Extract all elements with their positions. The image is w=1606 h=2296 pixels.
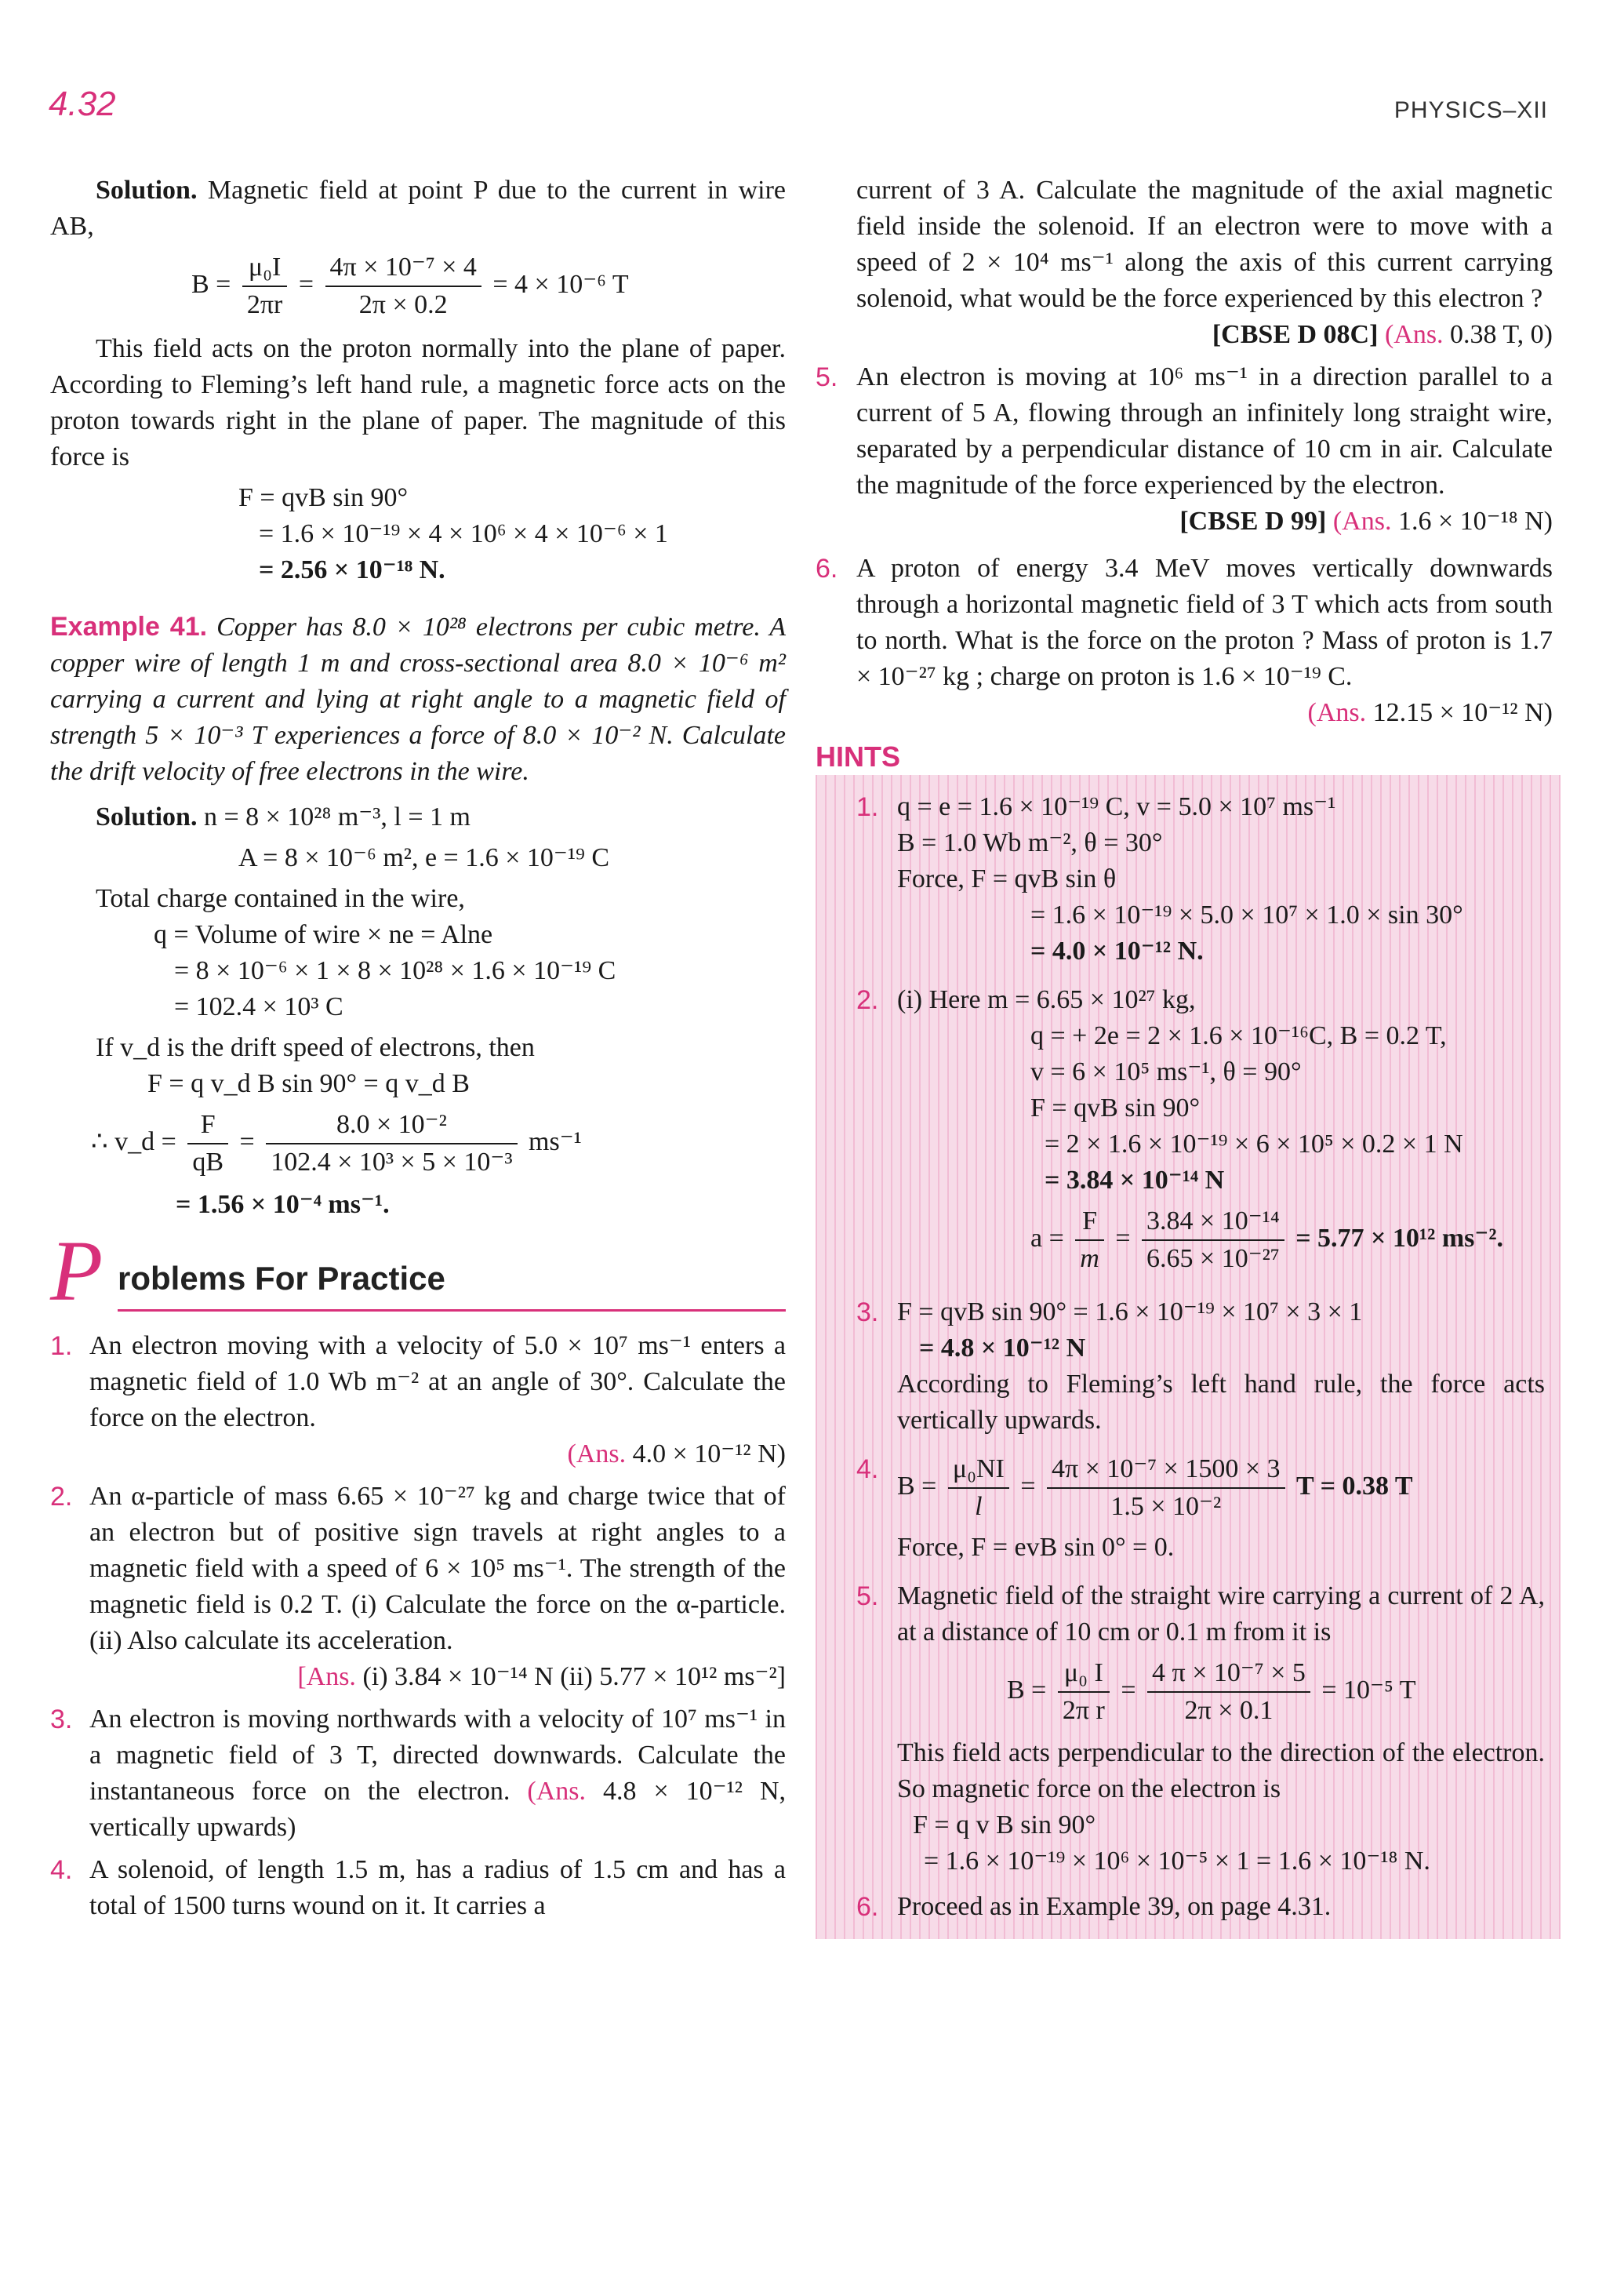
equation-line: F = q v_d B sin 90° = q v_d B — [147, 1069, 470, 1098]
fraction-den: l — [975, 1492, 983, 1521]
hint-number: 2. — [856, 985, 879, 1015]
fraction-den: qB — [192, 1148, 223, 1177]
eq-rhs: = 4 × 10⁻⁶ T — [492, 269, 629, 299]
equation-line: = 3.84 × 10⁻¹⁴ N — [1045, 1166, 1225, 1195]
problem-body: An electron is moving northwards with a velocity of 10⁷ ms⁻¹ in a magnetic field of 3 T, directed downwards. Calculate the instantaneous force on the electron. — [89, 1705, 786, 1806]
equation-line: v = 6 × 10⁵ ms⁻¹, θ = 90° — [1030, 1057, 1302, 1086]
equation-line: = 4.0 × 10⁻¹² N. — [1030, 937, 1204, 966]
problem-1 — [50, 1328, 786, 1472]
equation-line: = 2 × 1.6 × 10⁻¹⁹ × 6 × 10⁵ × 0.2 × 1 N — [1045, 1130, 1463, 1159]
answer-text: 4.8 × 10⁻¹² N, vertically upwards) — [89, 1777, 787, 1842]
source-ref: [CBSE D 08C] — [1212, 320, 1379, 349]
hint-text: Proceed as in Example 39, on page 4.31. — [897, 1892, 1332, 1921]
fraction — [1147, 1655, 1310, 1729]
equation-line: F = qvB sin 90° — [1030, 1093, 1201, 1123]
equation-line: = 1.6 × 10⁻¹⁹ × 4 × 10⁶ × 4 × 10⁻⁶ × 1 — [259, 519, 668, 548]
fraction-den: 2π r — [1062, 1696, 1105, 1725]
solution-2-line: n = 8 × 10²⁸ m⁻³, l = 1 m — [203, 802, 471, 831]
fraction — [266, 1107, 517, 1181]
fraction — [325, 249, 481, 323]
source-ref: [CBSE D 99] — [1179, 507, 1327, 536]
fraction-den: 102.4 × 10³ × 5 × 10⁻³ — [271, 1148, 513, 1177]
problem-number: 6. — [816, 554, 838, 584]
fraction-den: 2π × 0.2 — [358, 290, 448, 319]
charge-equation — [50, 917, 786, 1025]
problem-number: 5. — [816, 362, 838, 392]
fraction-den: 1.5 × 10⁻² — [1110, 1492, 1222, 1521]
equation-line: (i) Here m = 6.65 × 10²⁷ kg, — [897, 985, 1196, 1014]
problem-number: 4. — [50, 1855, 73, 1885]
page-number: 4.32 — [49, 85, 116, 123]
equation-line: Force, F = evB sin 0° = 0. — [897, 1533, 1175, 1562]
solenoid-field-equation: B = $\frac{\text{μ₀NI}}{l}$ = $\frac{\text{4π × 10⁻⁷ × 1500 × 3}}{\text{1.5 × 10⁻²}}$ T = 0.38 T — [897, 1451, 1545, 1525]
equation-line: B = 1.0 Wb m⁻², θ = 30° — [897, 828, 1163, 857]
answer-label: (Ans. — [1332, 507, 1392, 536]
eq-rhs: = 5.77 × 10¹² ms⁻². — [1295, 1223, 1504, 1253]
fraction — [242, 249, 288, 323]
eq-lhs: B = — [1007, 1675, 1047, 1705]
equation-line: = 1.56 × 10⁻⁴ ms⁻¹. — [176, 1190, 390, 1219]
hint-number: 6. — [856, 1892, 879, 1922]
answer-text: 0.38 T, 0) — [1450, 320, 1553, 349]
right-column — [816, 173, 1553, 1939]
solution-1-text: Magnetic field at point P due to the current in wire AB, — [50, 176, 786, 241]
problem-text: A proton of energy 3.4 MeV moves vertically downwards through a horizontal magnetic field of 3 T which acts from south to north. What is the force on the proton ? Mass of proton is 1.7 × 10⁻²⁷ kg ; charge on proton is 1.6 × 10⁻¹⁹ C. — [856, 554, 1553, 691]
problem-text: A solenoid, of length 1.5 m, has a radius of 1.5 cm and has a total of 1500 turns wound on it. It carries a — [89, 1855, 786, 1920]
problem-text: An electron is moving at 10⁶ ms⁻¹ in a direction parallel to a current of 5 A, flowing through an infinitely long straight wire, separated by a perpendicular distance of 10 cm in air. Calculate the magnitude of the force experienced by the electron. — [856, 362, 1553, 500]
hint-4 — [816, 1451, 1545, 1566]
fraction-num: 4 π × 10⁻⁷ × 5 — [1147, 1655, 1310, 1693]
equation-line: = 1.6 × 10⁻¹⁹ × 5.0 × 10⁷ × 1.0 × sin 30° — [1030, 901, 1463, 930]
eq-lhs: B = — [191, 269, 231, 299]
fraction-den: 2π × 0.1 — [1184, 1696, 1274, 1725]
problem-number: 3. — [50, 1705, 73, 1734]
answer-text: 1.6 × 10⁻¹⁸ N) — [1397, 507, 1553, 536]
hint-1 — [816, 789, 1545, 970]
fraction-num: 3.84 × 10⁻¹⁴ — [1142, 1203, 1284, 1241]
equation-line: Force, F = qvB sin θ — [897, 864, 1117, 893]
problem-answer — [89, 1436, 786, 1472]
hint-text: According to Fleming’s left hand rule, the force acts vertically upwards. — [897, 1370, 1545, 1435]
answer-label: (Ans. — [567, 1439, 627, 1468]
hints-label: HINTS — [816, 740, 900, 773]
fraction-num: μ₀ I — [1058, 1655, 1110, 1693]
hint-number: 3. — [856, 1297, 879, 1327]
problem-3 — [50, 1701, 786, 1846]
problem-number: 2. — [50, 1482, 73, 1512]
eq-lhs: a = — [1030, 1223, 1064, 1253]
equation-b-field: B = $\frac{\text{μ₀I}}{2\pi r}$ = $\frac{\text{4π × 10⁻⁷ × 4}}{2\pi \times 0.2}$ = 4 × 10⁻⁶ T — [50, 249, 786, 323]
eq-lhs: B = — [897, 1471, 937, 1501]
problem-text: An electron moving with a velocity of 5.0 × 10⁷ ms⁻¹ enters a magnetic field of 1.0 Wb m⁻² at an angle of 30°. Calculate the force on the electron. — [89, 1331, 786, 1432]
hint-6 — [816, 1889, 1545, 1925]
hint-text: Magnetic field of the straight wire carrying a current of 2 A, at a distance of 10 cm or 0.1 m from it is — [897, 1581, 1545, 1646]
solution-label: Solution. — [96, 176, 198, 205]
example-41 — [50, 609, 786, 790]
problem-answer — [89, 1659, 786, 1695]
paragraph: If v_d is the drift speed of electrons, then — [96, 1033, 535, 1062]
problem-2 — [50, 1479, 786, 1695]
problem-text — [89, 1701, 786, 1846]
fraction — [1142, 1203, 1284, 1277]
left-column — [50, 173, 786, 1924]
equation-line: q = e = 1.6 × 10⁻¹⁹ C, v = 5.0 × 10⁷ ms⁻¹ — [897, 792, 1336, 821]
problems-drop-letter: P — [50, 1223, 104, 1319]
force-equation — [50, 480, 786, 588]
equation-line: A = 8 × 10⁻⁶ m², e = 1.6 × 10⁻¹⁹ C — [238, 843, 610, 872]
problem-4-answer — [856, 317, 1553, 353]
equation-line: q = + 2e = 2 × 1.6 × 10⁻¹⁶C, B = 0.2 T, — [1030, 1021, 1447, 1050]
hint-text: This field acts perpendicular to the direction of the electron. So magnetic force on the electron is — [897, 1738, 1545, 1803]
paragraph: This field acts on the proton normally into the plane of paper. According to Fleming’s left hand rule, a magnetic force acts on the proton towards right in the plane of paper. The magnitude of this force is — [50, 334, 786, 471]
example-text: Copper has 8.0 × 10²⁸ electrons per cubic metre. A copper wire of length 1 m and cross-sectional area 8.0 × 10⁻⁶ m² carrying a current and lying at right angle to a magnetic field of strength 5 × 10⁻³ T experiences a force of 8.0 × 10⁻² N. Calculate the drift velocity of free electrons in the wire. — [50, 613, 787, 786]
hint-5 — [816, 1578, 1545, 1879]
answer-label: (Ans. — [1384, 320, 1444, 349]
running-head: PHYSICS–XII — [1393, 97, 1548, 123]
heading-rule — [118, 1309, 786, 1312]
fraction-den: m — [1080, 1244, 1099, 1273]
answer-label: (Ans. — [1307, 698, 1367, 727]
solution-1 — [50, 173, 786, 245]
problem-4 — [50, 1852, 786, 1924]
fraction-num: μ₀NI — [948, 1451, 1009, 1489]
equation-line: q = Volume of wire × ne = Alne — [154, 920, 493, 949]
problem-answer — [856, 504, 1553, 540]
answer-label: [Ans. — [297, 1662, 356, 1691]
equation-line: = 1.6 × 10⁻¹⁹ × 10⁶ × 10⁻⁵ × 1 = 1.6 × 10⁻¹⁸ N. — [924, 1847, 1430, 1876]
eq-rhs: T = 0.38 T — [1296, 1471, 1413, 1501]
hint-2 — [816, 982, 1545, 1277]
solution-2 — [50, 799, 786, 835]
equation-line: F = qvB sin 90° = 1.6 × 10⁻¹⁹ × 10⁷ × 3 × 1 — [897, 1297, 1363, 1326]
answer-text: 12.15 × 10⁻¹² N) — [1372, 698, 1553, 727]
fraction — [948, 1451, 1009, 1525]
fraction-num: 4π × 10⁻⁷ × 4 — [325, 249, 481, 287]
answer-text: 4.0 × 10⁻¹² N) — [632, 1439, 786, 1468]
fraction-den: 2πr — [246, 290, 283, 319]
problem-answer — [856, 695, 1553, 731]
solution-label: Solution. — [96, 802, 198, 831]
acceleration-equation: a = $\frac{F}{m}$ = $\frac{\text{3.84 × 10⁻¹⁴}}{\text{6.65 × 10⁻²⁷}}$ = 5.77 × 10¹² ms⁻². — [897, 1203, 1545, 1277]
equation-line: = 4.8 × 10⁻¹² N — [919, 1334, 1086, 1363]
problem-number: 1. — [50, 1331, 73, 1361]
fraction-num: F — [1075, 1203, 1104, 1241]
fraction-num: 4π × 10⁻⁷ × 1500 × 3 — [1047, 1451, 1285, 1489]
example-label: Example 41. — [50, 612, 208, 642]
hint-number: 4. — [856, 1454, 879, 1484]
hints-box — [816, 775, 1561, 1939]
answer-label: (Ans. — [527, 1777, 586, 1806]
equation-line: F = qvB sin 90° — [238, 483, 409, 512]
problem-6 — [816, 551, 1553, 731]
problems-title: roblems For Practice — [118, 1260, 445, 1297]
problem-text: An α-particle of mass 6.65 × 10⁻²⁷ kg and charge twice that of an electron but of positive sign travels at right angles to a magnetic field with a speed of 6 × 10⁵ ms⁻¹. The strength of the magnetic field is 0.2 T. (i) Calculate the force on the α-particle. (ii) Also calculate its acceleration. — [89, 1482, 786, 1655]
problem-4-continued: current of 3 A. Calculate the magnitude of the axial magnetic field inside the solenoid. If an electron were to move with a speed of 2 × 10⁴ ms⁻¹ along the axis of this current carrying solenoid, what would be the force experienced by this electron ? — [856, 176, 1553, 313]
problems-heading — [50, 1223, 786, 1319]
wire-field-equation: B = $\frac{\text{μ₀ I}}{\text{2π r}}$ = $\frac{\text{4 π × 10⁻⁷ × 5}}{2\pi \times 0.1}$ = 10⁻⁵ T — [897, 1655, 1545, 1729]
drift-velocity-equation: ∴ v_d = $\frac{F}{qB}$ = $\frac{\text{8.0 × 10⁻²}}{\text{102.4 × 10³ × 5 × 10⁻³}}$ ms⁻¹ — [50, 1107, 786, 1181]
eq-rhs: = 10⁻⁵ T — [1321, 1675, 1416, 1705]
fraction-num: F — [187, 1107, 228, 1144]
hint-number: 1. — [856, 792, 879, 822]
hint-number: 5. — [856, 1581, 879, 1611]
eq-unit: ms⁻¹ — [529, 1126, 582, 1156]
eq-lhs: ∴ v_d = — [91, 1126, 176, 1156]
answer-text: (i) 3.84 × 10⁻¹⁴ N (ii) 5.77 × 10¹² ms⁻²] — [362, 1662, 786, 1691]
equation-line: = 8 × 10⁻⁶ × 1 × 8 × 10²⁸ × 1.6 × 10⁻¹⁹ C — [174, 956, 616, 985]
equation-line: = 102.4 × 10³ C — [174, 992, 343, 1021]
equation-line: F = q v B sin 90° — [913, 1810, 1096, 1839]
problem-5 — [816, 359, 1553, 540]
fraction-num: μ₀I — [242, 249, 288, 287]
fraction — [1075, 1203, 1104, 1277]
paragraph: Total charge contained in the wire, — [96, 884, 465, 913]
fraction — [1047, 1451, 1285, 1525]
fraction — [187, 1107, 228, 1181]
fraction — [1058, 1655, 1110, 1729]
fraction-num: 8.0 × 10⁻² — [266, 1107, 517, 1144]
fraction-den: 6.65 × 10⁻²⁷ — [1146, 1244, 1280, 1273]
equation-line: = 2.56 × 10⁻¹⁸ N. — [259, 555, 445, 584]
hint-3 — [816, 1294, 1545, 1439]
